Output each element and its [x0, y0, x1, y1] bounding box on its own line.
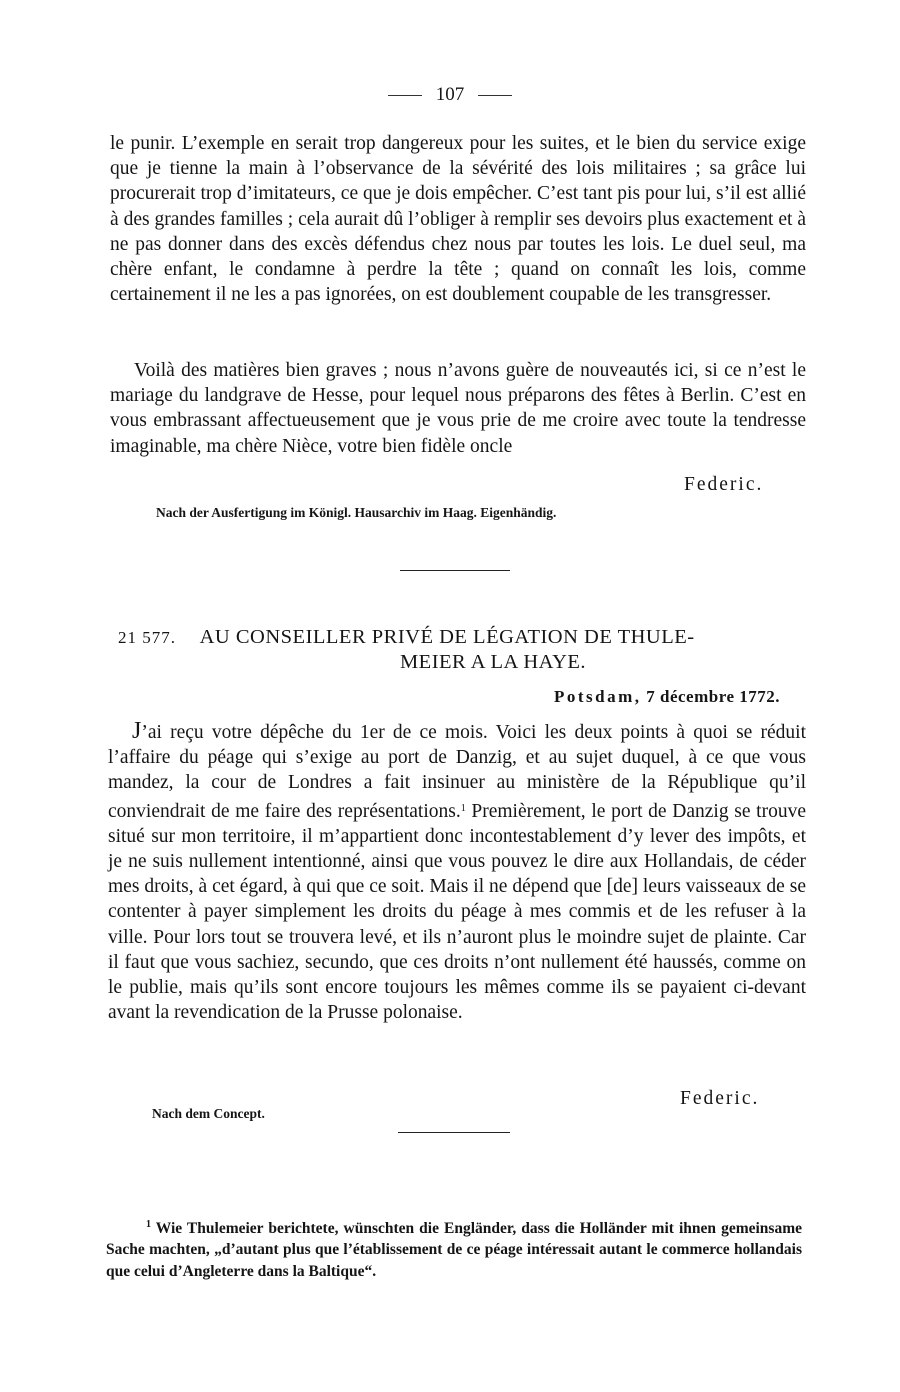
letter1-paragraph2: Voilà des matières bien graves ; nous n’avons guère de nouveautés ici, si ce n’est le mariage du landgrave de Hesse, pour lequel nous préparons des fêtes à Berlin. C’est en vous embrassant affectueusement que je vous prie de me croire avec toute la tendresse imaginable, ma chère Nièce, votre bien fidèle oncle — [110, 360, 806, 457]
letter2-title-line1: AU CONSEILLER PRIVÉ DE LÉGATION DE THULE- — [199, 626, 695, 648]
page-number: 107 — [435, 84, 465, 105]
footnote-text: Wie Thulemeier berichtete, wünschten die Engländer, dass die Holländer mit ihnen gemeinsame Sache machten, „d’autant plus que l’établissement de ce péage intéressait autant le commerce hollandais que celui d’Angleterre dans la Baltique“. — [106, 1219, 802, 1280]
letter2-place: Potsdam, — [553, 687, 642, 706]
letter2-body-first: ’ai reçu votre dépêche du 1er de ce mois. Voici les deux points à quoi se réduit l’affaire du péage qui s’exige au port de Danzig, et au sujet duquel, à ce que vous mandez, la cour de Londres a fait insinuer au ministère de la République qu’il conviendrait de me faire des représentations. — [108, 722, 806, 822]
letter1-source-note: Nach der Ausfertigung im Königl. Hausarchiv im Haag. Eigenhändig. — [156, 505, 557, 520]
letter-number: 21 577. — [118, 628, 176, 647]
letter2-title-line2: MEIER A LA HAYE. — [399, 651, 587, 673]
footnote-reference: 1 — [460, 802, 466, 814]
letter2-body — [108, 719, 806, 1025]
letter2-heading — [118, 625, 808, 675]
header-dash-left — [388, 95, 422, 96]
section-divider — [400, 570, 510, 571]
header-dash-right — [478, 95, 512, 96]
page-header — [0, 84, 900, 106]
letter2-date: 7 décembre 1772. — [646, 687, 780, 706]
letter1-paragraph1: le punir. L’exemple en serait trop dangereux pour les suites, et le bien du service exige que je tienne la main à l’observance de la sévérité des lois militaires ; sa grâce lui procurerait trop d’imitateurs, ce que je dois empêcher. C’est tant pis pour lui, s’il est allié à des grandes familles ; cela aurait dû l’obliger à remplir ses devoirs plus exactement et à ne pas donner dans des excès défendus chez nous par toutes les lois. Le duel seul, ma chère enfant, le condamne à perdre la tête ; quand on connaît les lois, comme certainement il ne les a pas ignorées, on est doublement coupable de les transgresser. — [110, 133, 806, 306]
letter2-place-date — [554, 687, 780, 707]
footnote-divider — [398, 1132, 510, 1133]
letter2-source-note: Nach dem Concept. — [152, 1106, 265, 1121]
letter1-signature: Federic. — [684, 474, 764, 495]
footnote-marker: 1 — [146, 1218, 151, 1230]
letter2-body-rest: Premièrement, le port de Danzig se trouve situé sur mon territoire, il m’appartient donc incontestablement d’y lever des impôts, et je ne suis nullement intentionné, ainsi que vous pouvez le dire aux Hollandais, de céder mes droits, à cet égard, à qui que ce soit. Mais il ne dépend que [de] leurs vaisseaux de se contenter à payer simplement les droits du péage à mes commis et de les refuser à la ville. Pour lors tout se trouvera levé, et ils n’auront plus le moindre sujet de plainte. Car il faut que vous sachiez, secundo, que ces droits n’ont nullement été haussés, comme on le publie, mais qu’ils sont encore toujours les mêmes comme ils se payaient ci-devant avant la revendication de la Prusse polonaise. — [108, 800, 806, 1024]
letter2-initial: J — [132, 718, 142, 744]
letter2-signature: Federic. — [680, 1088, 760, 1109]
footnote — [106, 1214, 802, 1283]
